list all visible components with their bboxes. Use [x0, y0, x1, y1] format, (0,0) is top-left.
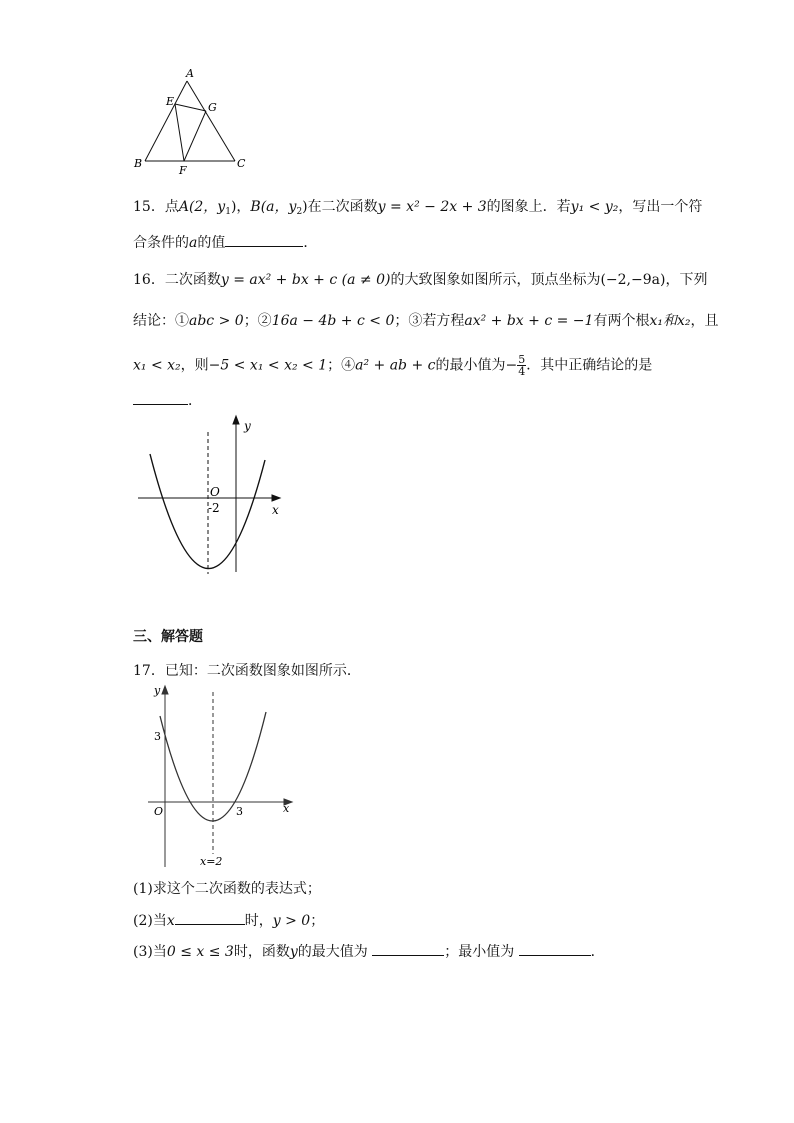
- q15-line1: 15．点A(2，$y_1$)，B(a，$y_2$)在二次函数y = x² − 2x + 3的图象上．若y₁ < y₂，写出一个符: [133, 199, 703, 217]
- x-axis-label: x: [283, 802, 290, 815]
- label-F: F: [179, 164, 187, 177]
- q16-answer-blank[interactable]: [133, 392, 188, 405]
- label-G: G: [208, 101, 217, 114]
- symmetry-axis-label: x=2: [200, 855, 223, 868]
- point-b: B(a，y: [250, 199, 297, 215]
- q16-line3: x₁ < x₂，则−5 < x₁ < x₂ < 1；④a² + ab + c的最小值为− $\frac{5}{4}$ ．其中正确结论的是: [133, 353, 653, 378]
- tick-minus-2: -2: [208, 501, 220, 515]
- q17-part2: (2)当x 时，y > 0；: [133, 913, 325, 929]
- q17-graph: [140, 682, 300, 872]
- q15-condition: y₁ < y₂: [570, 199, 619, 215]
- q16-function: y = ax² + bx + c (a ≠ 0): [220, 272, 391, 288]
- point-a: A(2，y: [178, 199, 226, 215]
- label-C: C: [237, 157, 246, 170]
- q16-line1: 16．二次函数y = ax² + bx + c (a ≠ 0)的大致图象如图所示，顶点坐标为(−2,−9a)，下列: [133, 272, 708, 288]
- y-axis-label: y: [244, 419, 251, 433]
- q16-graph: [130, 412, 295, 584]
- y-tick-3: 3: [154, 730, 161, 743]
- x-tick-3: 3: [236, 805, 243, 818]
- q16-fraction: $\frac{5}{4}$: [518, 353, 526, 378]
- q17-part1: (1)求这个二次函数的表达式；: [133, 881, 321, 897]
- q16-conclusion-4: a² + ab + c: [355, 357, 436, 374]
- x-axis-label: x: [272, 503, 279, 517]
- y-axis-label: y: [154, 684, 161, 697]
- q15-number: 15．: [133, 199, 165, 215]
- q17-min-blank[interactable]: [519, 943, 591, 956]
- label-A: A: [186, 67, 194, 80]
- q16-range: −5 < x₁ < x₂ < 1: [208, 357, 328, 374]
- q17-number: 17．: [133, 663, 165, 679]
- q15-line2: 合条件的a的值 ．: [133, 235, 318, 251]
- q16-vertex: (−2,−9a): [600, 272, 666, 288]
- q16-line2: 结论：①abc > 0；②16a − 4b + c < 0；③若方程ax² + bx + c = −1有两个根x₁和x₂，且: [133, 313, 719, 329]
- q16-conclusion-1: abc > 0: [189, 313, 244, 329]
- origin-label: O: [154, 805, 164, 818]
- origin-label: O: [210, 485, 220, 499]
- label-E: E: [166, 95, 175, 108]
- q15-function: y = x² − 2x + 3: [377, 199, 487, 215]
- q15-answer-blank[interactable]: [225, 234, 303, 247]
- q17-part3: (3)当0 ≤ x ≤ 3时，函数y的最大值为 ；最小值为 ．: [133, 944, 605, 960]
- q16-equation: ax² + bx + c = −1: [464, 313, 594, 329]
- q16-line4: ．: [133, 392, 202, 410]
- q16-conclusion-2: 16a − 4b + c < 0: [271, 313, 395, 329]
- q16-number: 16．: [133, 272, 165, 288]
- q17-max-blank[interactable]: [372, 943, 444, 956]
- q17-line1: 17．已知：二次函数图象如图所示．: [133, 663, 361, 679]
- label-B: B: [134, 157, 143, 170]
- triangle-figure: [130, 64, 255, 179]
- section-heading: 三、解答题: [133, 629, 203, 645]
- q17-part2-blank[interactable]: [175, 912, 245, 925]
